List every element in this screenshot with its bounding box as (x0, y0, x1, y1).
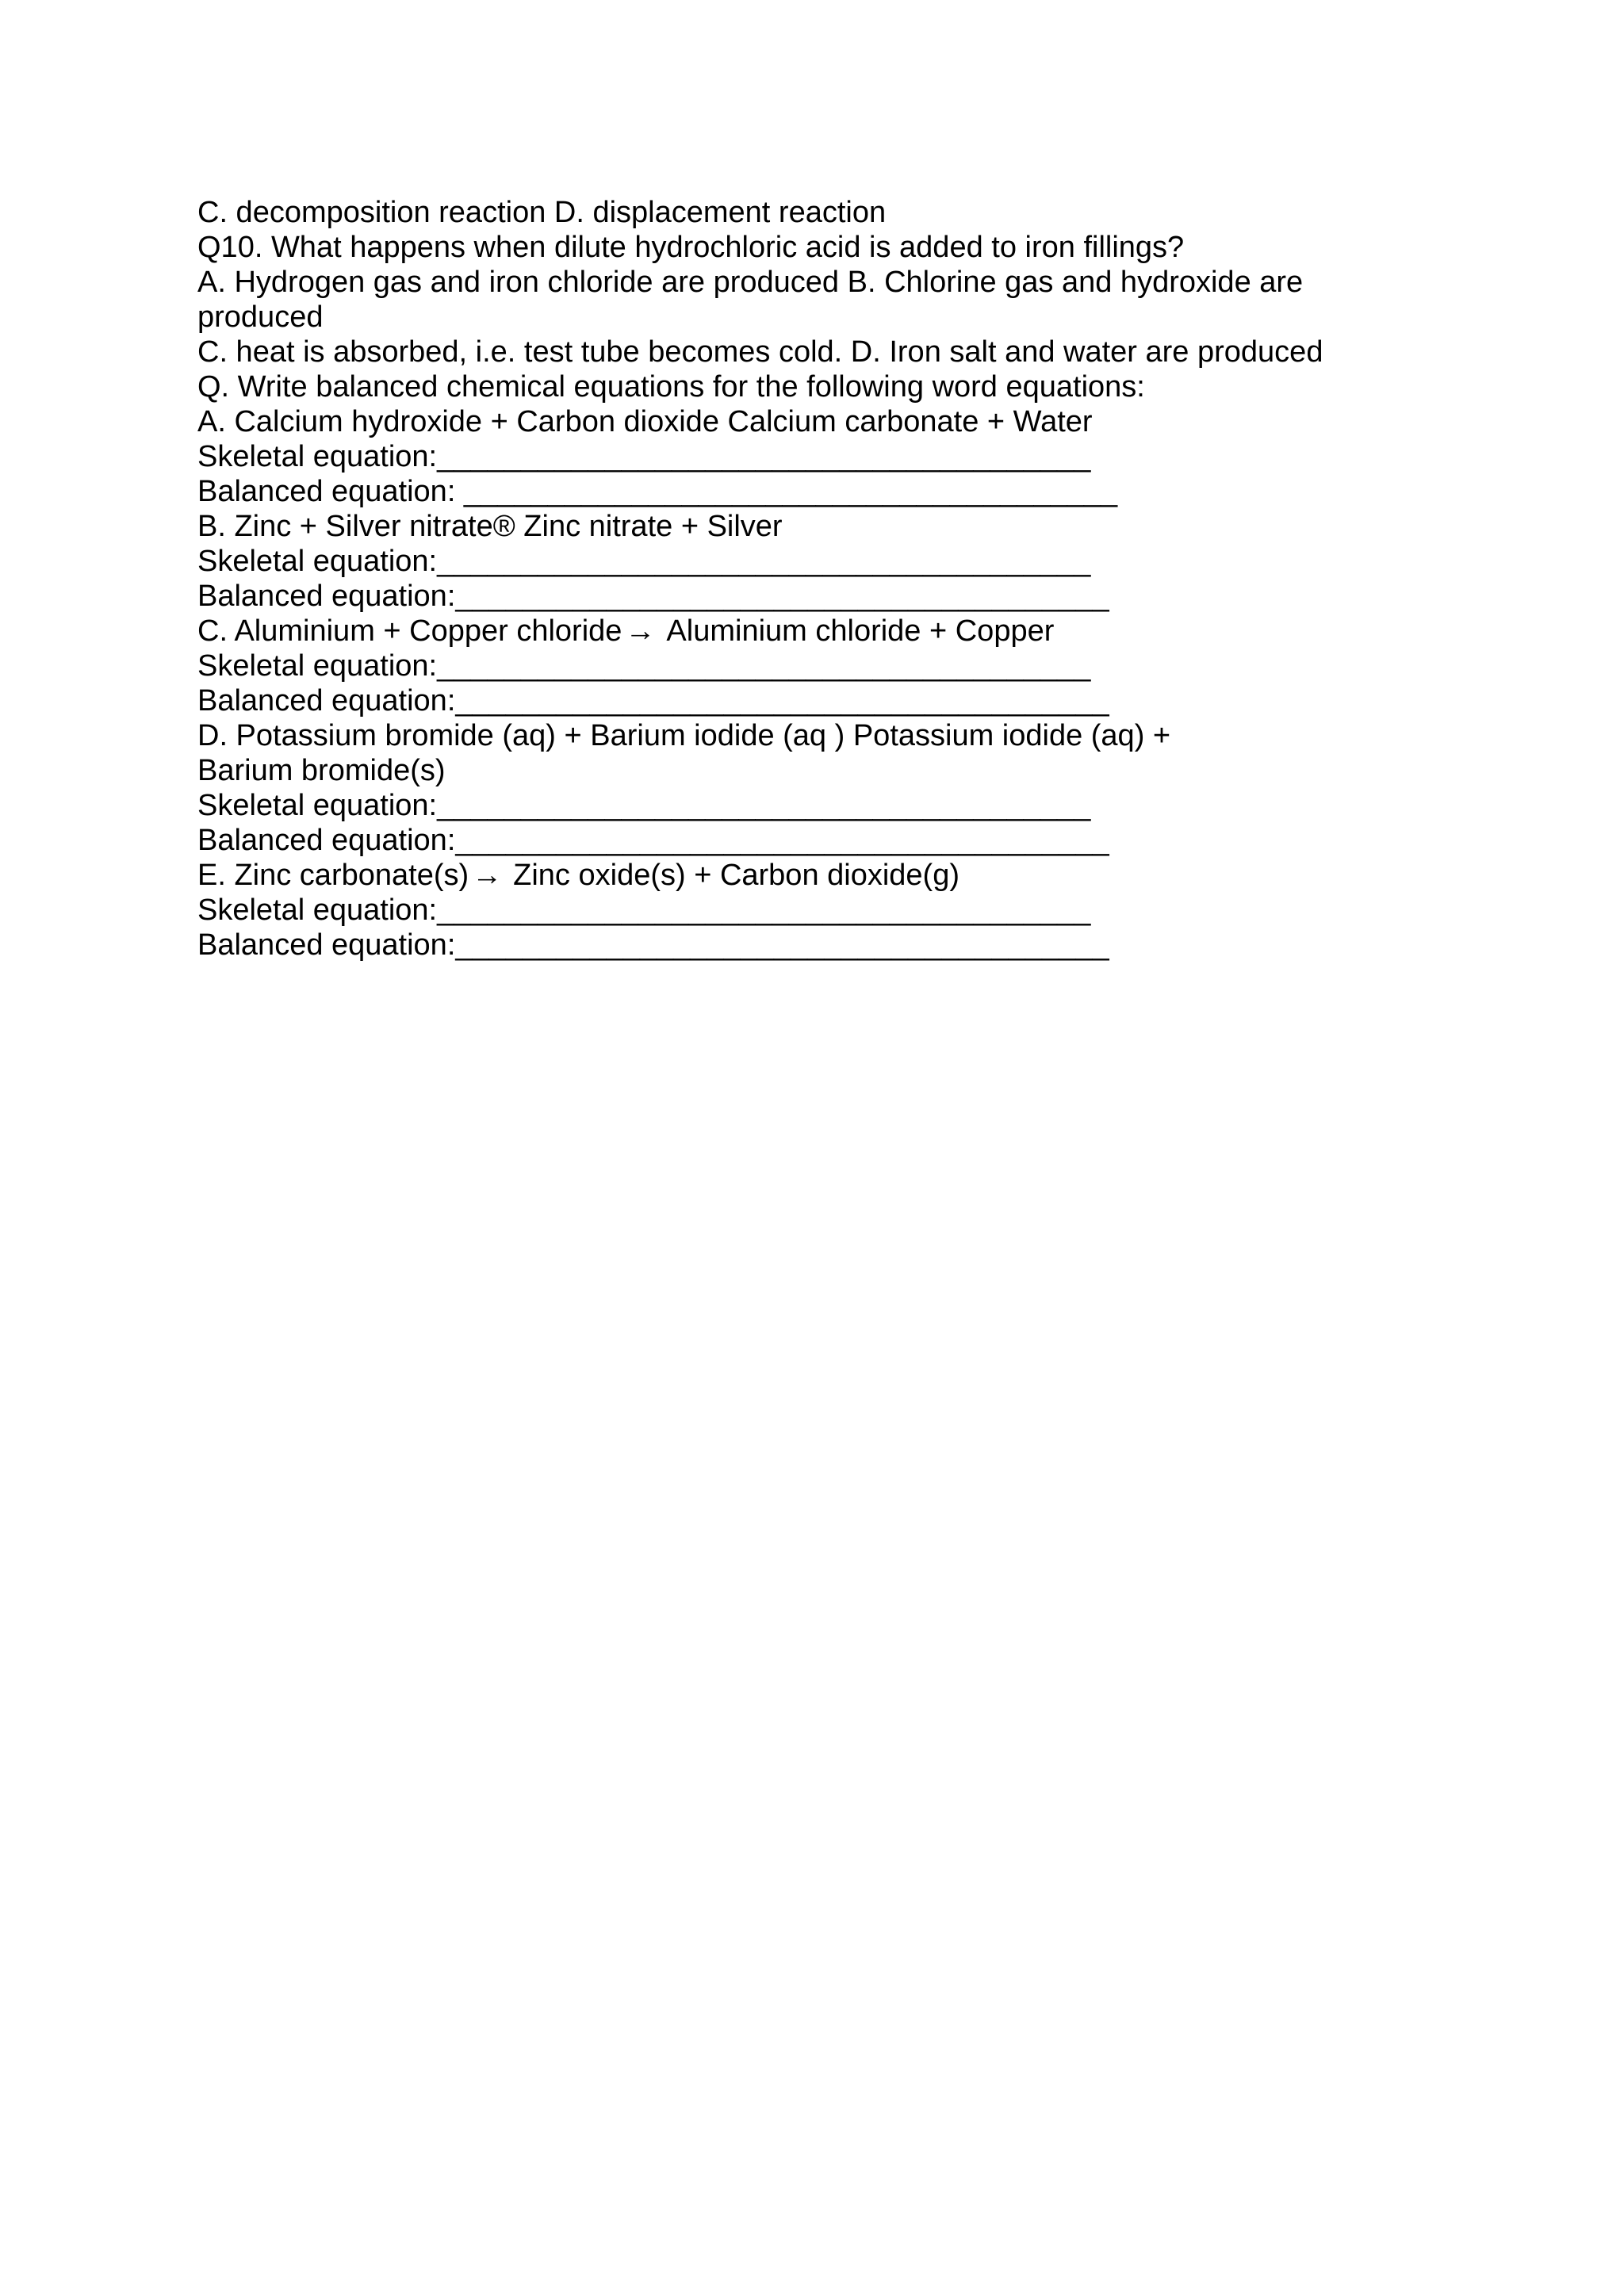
balanced-equation-e: Balanced equation:_______________________________________ (197, 928, 1109, 962)
question-balanced-equations: Q. Write balanced chemical equations for the following word equations: (197, 370, 1145, 404)
skeletal-equation-a: Skeletal equation:_______________________________________ (197, 440, 1091, 473)
word-equation-e (197, 858, 1434, 893)
skeletal-equation-b: Skeletal equation:_______________________________________ (197, 545, 1091, 578)
options-c-d-q10: C. heat is absorbed, i.e. test tube becomes cold. D. Iron salt and water are produced (197, 335, 1323, 369)
arrow-icon: → (625, 614, 656, 648)
word-equation-c-products: Aluminium chloride + Copper (666, 614, 1055, 648)
word-equation-c (197, 614, 1434, 649)
worksheet-body (197, 195, 1434, 962)
word-equation-a: A. Calcium hydroxide + Carbon dioxide Calcium carbonate + Water (197, 405, 1093, 438)
word-equation-c-reactants: C. Aluminium + Copper chloride (197, 614, 622, 648)
balanced-equation-a: Balanced equation: _______________________________________ (197, 475, 1118, 508)
word-equation-e-products: Zinc oxide(s) + Carbon dioxide(g) (513, 859, 959, 892)
skeletal-equation-c: Skeletal equation:_______________________________________ (197, 649, 1091, 683)
word-equation-e-reactants: E. Zinc carbonate(s) (197, 859, 469, 892)
options-c-d-q9: C. decomposition reaction D. displacement reaction (197, 196, 887, 229)
arrow-icon: → (472, 859, 503, 892)
word-equation-d: D. Potassium bromide (aq) + Barium iodide (aq ) Potassium iodide (aq) + Barium bromide(s) (197, 719, 1171, 787)
balanced-equation-b: Balanced equation:_______________________________________ (197, 580, 1109, 613)
skeletal-equation-e: Skeletal equation:_______________________________________ (197, 894, 1091, 927)
balanced-equation-c: Balanced equation:_______________________________________ (197, 684, 1109, 718)
balanced-equation-d: Balanced equation:_______________________________________ (197, 824, 1109, 857)
skeletal-equation-d: Skeletal equation:_______________________________________ (197, 789, 1091, 822)
options-a-b-q10: A. Hydrogen gas and iron chloride are produced B. Chlorine gas and hydroxide are produced (197, 266, 1304, 334)
question-10: Q10. What happens when dilute hydrochloric acid is added to iron fillings? (197, 231, 1185, 264)
word-equation-b: B. Zinc + Silver nitrate® Zinc nitrate + Silver (197, 510, 783, 543)
